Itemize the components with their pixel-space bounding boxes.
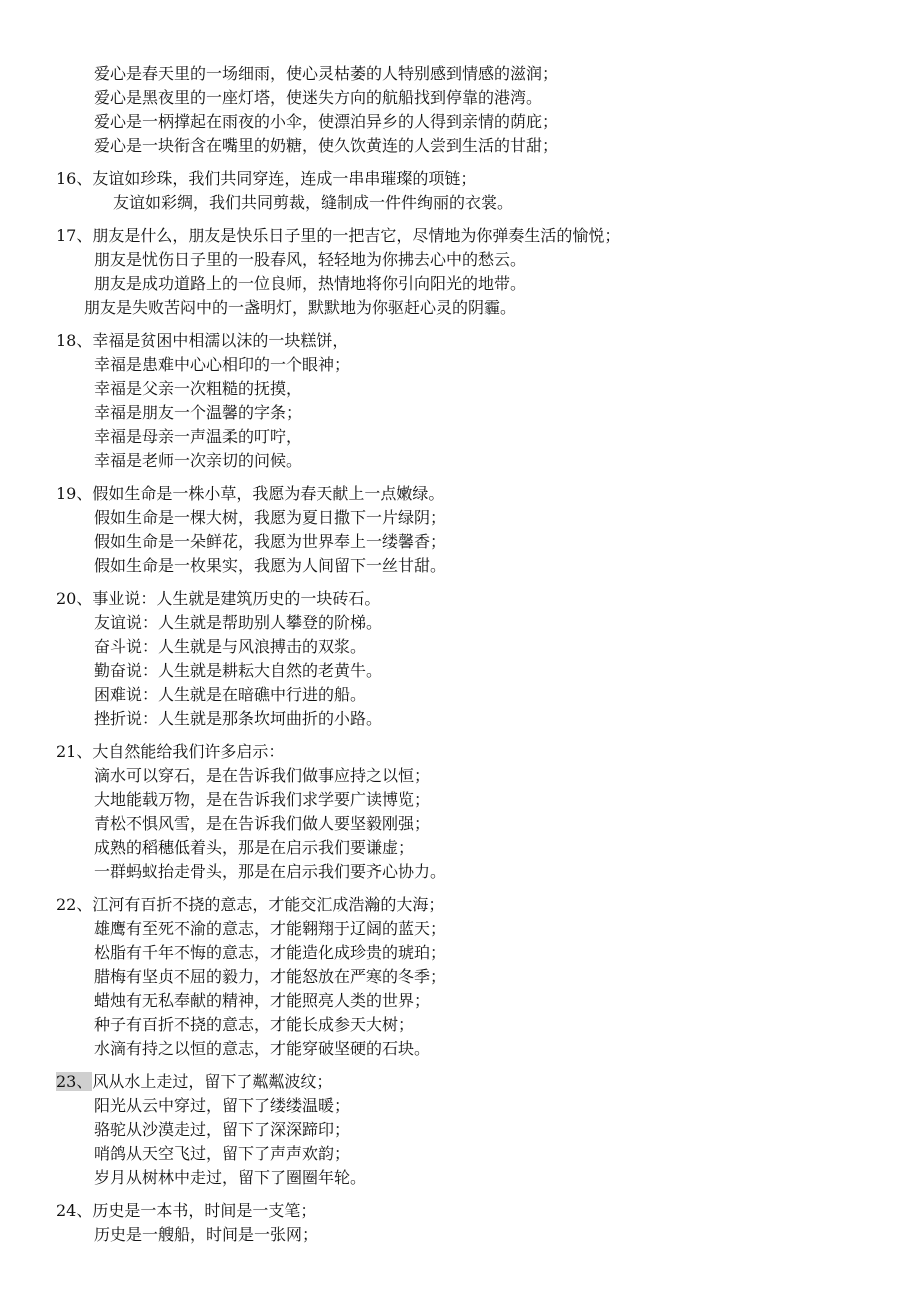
item-22-line-3: 松脂有千年不悔的意志，才能造化成珍贵的琥珀； xyxy=(94,943,447,962)
item-number: 17、 xyxy=(56,226,93,245)
item-first-line: 假如生命是一株小草，我愿为春天献上一点嫩绿。 xyxy=(92,484,445,503)
item-18-line-5: 幸福是母亲一声温柔的叮咛， xyxy=(94,427,303,446)
item-17 xyxy=(56,224,620,248)
item-21-line-4: 青松不惧风雪，是在告诉我们做人要坚毅刚强； xyxy=(94,814,431,833)
item-24 xyxy=(56,1199,316,1223)
item-18 xyxy=(56,329,348,353)
item-23 xyxy=(56,1070,332,1094)
item-18-line-2: 幸福是患难中心心相印的一个眼神； xyxy=(94,355,351,374)
item-number: 19、 xyxy=(56,484,93,503)
item-22-line-6: 种子有百折不挠的意志，才能长成参天大树； xyxy=(94,1015,415,1034)
item-18-line-3: 幸福是父亲一次粗糙的抚摸， xyxy=(94,379,303,398)
item-18-line-4: 幸福是朋友一个温馨的字条； xyxy=(94,403,303,422)
item-19-line-3: 假如生命是一朵鲜花，我愿为世界奉上一缕馨香； xyxy=(94,532,447,551)
item-21-line-5: 成熟的稻穗低着头，那是在启示我们要谦虚； xyxy=(94,838,415,857)
item-16-line-2: 友谊如彩绸，我们共同剪裁，缝制成一件件绚丽的衣裳。 xyxy=(113,193,514,212)
item-23-line-2: 阳光从云中穿过，留下了缕缕温暖； xyxy=(94,1096,351,1115)
item-20-line-6: 挫折说：人生就是那条坎坷曲折的小路。 xyxy=(94,709,383,728)
item-first-line: 大自然能给我们许多启示： xyxy=(92,742,285,761)
item-19 xyxy=(56,482,444,506)
item-21-line-6: 一群蚂蚁抬走骨头，那是在启示我们要齐心协力。 xyxy=(94,862,447,881)
highlighted-item-number: 23、 xyxy=(56,1072,93,1091)
item-20-line-3: 奋斗说：人生就是与风浪搏击的双浆。 xyxy=(94,637,367,656)
item-first-line: 幸福是贫困中相濡以沫的一块糕饼， xyxy=(92,331,349,350)
item-number: 16、 xyxy=(56,169,93,188)
item-first-line: 友谊如珍珠，我们共同穿连，连成一串串璀璨的项链； xyxy=(92,169,477,188)
item-20-line-2: 友谊说：人生就是帮助别人攀登的阶梯。 xyxy=(94,613,383,632)
item-22-line-4: 腊梅有坚贞不屈的毅力，才能怒放在严寒的冬季； xyxy=(94,967,447,986)
item-number: 21、 xyxy=(56,742,93,761)
item-number: 22、 xyxy=(56,895,93,914)
item-20 xyxy=(56,587,380,611)
item-first-line: 事业说：人生就是建筑历史的一块砖石。 xyxy=(92,589,381,608)
item-24-line-2: 历史是一艘船，时间是一张网； xyxy=(94,1225,319,1244)
item-22 xyxy=(56,893,444,917)
item-number: 20、 xyxy=(56,589,93,608)
item-first-line: 风从水上走过，留下了粼粼波纹； xyxy=(92,1072,333,1091)
item-18-line-6: 幸福是老师一次亲切的问候。 xyxy=(94,451,303,470)
item-22-line-2: 雄鹰有至死不渝的意志，才能翱翔于辽阔的蓝天； xyxy=(94,919,447,938)
item-21-line-3: 大地能载万物，是在告诉我们求学要广读博览； xyxy=(94,790,431,809)
item-20-line-4: 勤奋说：人生就是耕耘大自然的老黄牛。 xyxy=(94,661,383,680)
item-22-line-5: 蜡烛有无私奉献的精神，才能照亮人类的世界； xyxy=(94,991,431,1010)
intro-line-4: 爱心是一块衔含在嘴里的奶糖，使久饮黄连的人尝到生活的甘甜； xyxy=(94,136,559,155)
item-first-line: 朋友是什么，朋友是快乐日子里的一把吉它，尽情地为你弹奏生活的愉悦； xyxy=(92,226,621,245)
item-23-line-4: 哨鸽从天空飞过，留下了声声欢韵； xyxy=(94,1144,351,1163)
item-23-line-5: 岁月从树林中走过，留下了圈圈年轮。 xyxy=(94,1168,367,1187)
item-23-line-3: 骆驼从沙漠走过，留下了深深蹄印； xyxy=(94,1120,351,1139)
intro-line-3: 爱心是一柄撑起在雨夜的小伞，使漂泊异乡的人得到亲情的荫庇； xyxy=(94,112,559,131)
intro-line-2: 爱心是黑夜里的一座灯塔，使迷失方向的航船找到停靠的港湾。 xyxy=(94,88,543,107)
intro-line-1: 爱心是春天里的一场细雨，使心灵枯萎的人特别感到情感的滋润； xyxy=(94,64,559,83)
item-17-line-2: 朋友是忧伤日子里的一股春风，轻轻地为你拂去心中的愁云。 xyxy=(94,250,527,269)
item-16 xyxy=(56,167,476,191)
item-19-line-2: 假如生命是一棵大树，我愿为夏日撒下一片绿阴； xyxy=(94,508,447,527)
item-20-line-5: 困难说：人生就是在暗礁中行进的船。 xyxy=(94,685,367,704)
item-21 xyxy=(56,740,284,764)
item-19-line-4: 假如生命是一枚果实，我愿为人间留下一丝甘甜。 xyxy=(94,556,447,575)
item-21-line-2: 滴水可以穿石，是在告诉我们做事应持之以恒； xyxy=(94,766,431,785)
item-22-line-7: 水滴有持之以恒的意志，才能穿破坚硬的石块。 xyxy=(94,1039,431,1058)
item-first-line: 历史是一本书，时间是一支笔； xyxy=(92,1201,317,1220)
item-first-line: 江河有百折不挠的意志，才能交汇成浩瀚的大海； xyxy=(92,895,445,914)
item-17-line-3: 朋友是成功道路上的一位良师，热情地将你引向阳光的地带。 xyxy=(94,274,527,293)
item-number: 18、 xyxy=(56,331,93,350)
item-number: 24、 xyxy=(56,1201,93,1220)
item-17-line-4: 朋友是失败苦闷中的一盏明灯，默默地为你驱赶心灵的阴霾。 xyxy=(84,298,517,317)
